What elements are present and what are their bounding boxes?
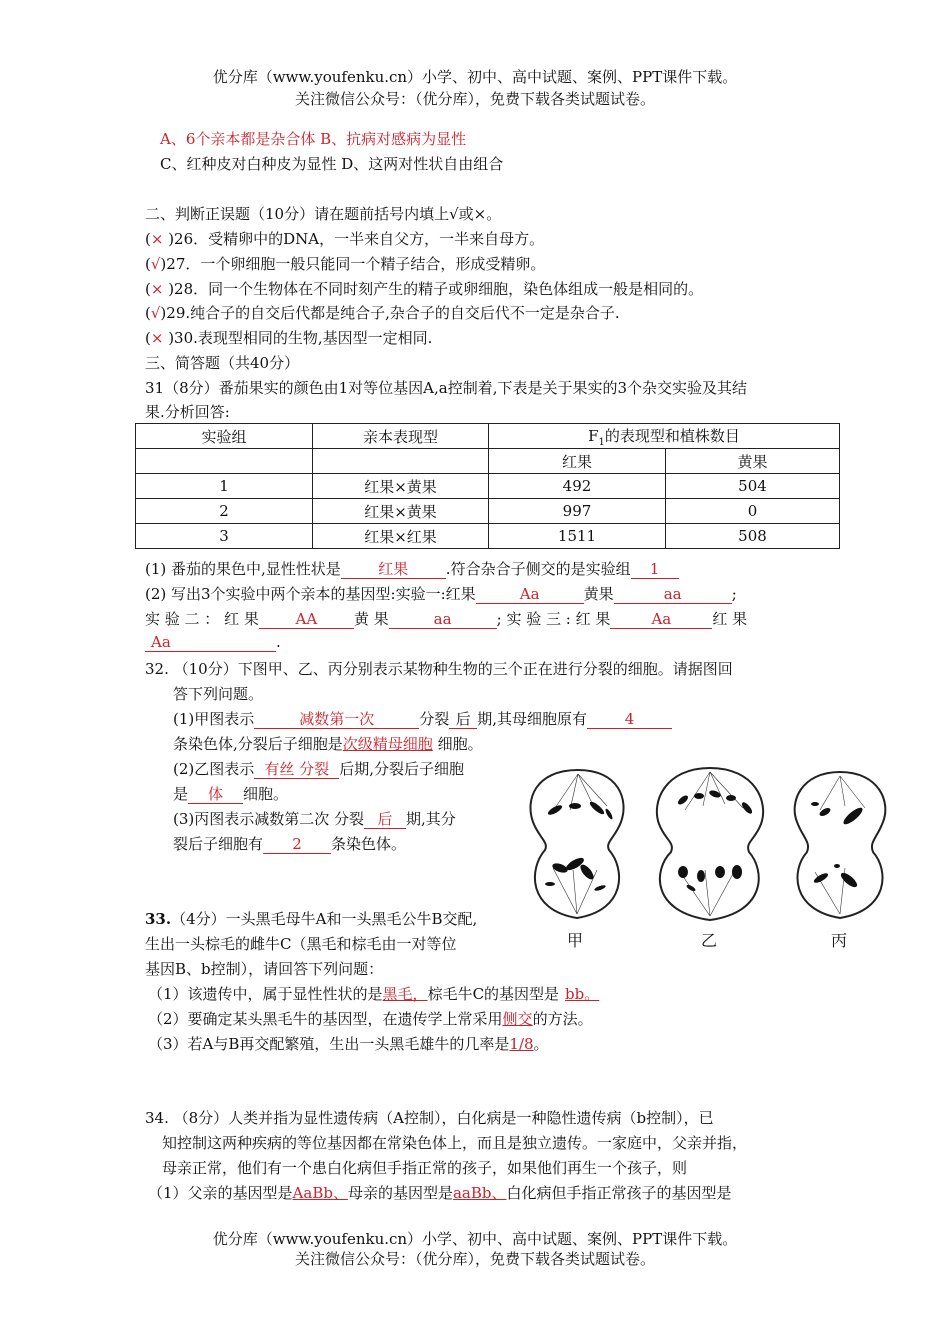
answer-blank: aaBb、: [452, 1184, 507, 1202]
judge-item-29: (√)29.纯合子的自交后代都是纯合子,杂合子的自交后代不一定是杂合子.: [145, 304, 620, 322]
table-row: 2 红果×黄果 997 0: [136, 499, 840, 524]
q31-sub-2: (2) 写出3个实验中两个亲本的基因型:实验一:红果 Aa 黄果 aa ;: [145, 585, 737, 603]
answer-blank: 次级精母细胞: [342, 735, 433, 753]
footer-line-2: 关注微信公众号：（优分库），免费下载各类试题试卷。: [294, 1250, 655, 1268]
q32-part-1a: (1)甲图表示 减数第一次 分裂 后 期,其母细胞原有 4: [173, 708, 672, 729]
q31-table: [135, 423, 840, 549]
q25-options-cd: C、红种皮对白种皮为显性 D、这两对性状自由组合: [160, 155, 504, 173]
answer-blank: 2: [263, 836, 331, 854]
label-yi: 乙: [701, 931, 718, 950]
table-row: 1 红果×黄果 492 504: [136, 474, 840, 499]
q31-sub-4: Aa .: [145, 633, 281, 652]
q25-options-ab: A、6个亲本都是杂合体 B、抗病对感病为显性: [160, 130, 467, 148]
answer-blank: AA: [259, 611, 354, 629]
judge-item-30: (× )30.表现型相同的生物,基因型一定相同.: [145, 329, 433, 347]
q33-intro-3: 基因B、b控制），请回答下列问题：: [145, 960, 384, 978]
judge-mark: √: [150, 255, 161, 273]
answer-blank: 红果: [341, 561, 446, 579]
cell-bing-outline: [795, 772, 886, 918]
judge-mark: √: [150, 304, 161, 322]
judge-text: )30.表现型相同的生物,基因型一定相同.: [163, 329, 433, 347]
q32-part-2b: 是 体 细胞。: [173, 785, 289, 803]
th-yellow: 黄果: [666, 449, 840, 474]
answer-blank: 1: [631, 561, 679, 579]
q32-part-2a: (2)乙图表示 有丝 分裂 后期,分裂后子细胞: [173, 760, 465, 778]
answer-blank: bb。: [565, 985, 600, 1003]
q31-intro-1: 31（8分）番茄果实的颜色由1对等位基因A,a控制着,下表是关于果实的3个杂交实验及其结: [145, 379, 748, 397]
part2-heading: 二、判断正误题（10分）请在题前括号内填上√或×。: [145, 205, 502, 223]
q34-line-3: 母亲正常，他们有一个患白化病但手指正常的孩子，如果他们再生一个孩子，则: [162, 1159, 688, 1177]
answer-blank: 侧交: [502, 1010, 533, 1028]
table-subheader-row: [136, 449, 840, 474]
answer-blank: 后: [364, 811, 406, 829]
q33-intro-2: 生出一头棕毛的雌牛C（黑毛和棕毛由一对等位: [145, 935, 457, 953]
judge-text: )28．同一个生物体在不同时刻产生的精子或卵细胞，染色体组成一般是相同的。: [163, 280, 704, 298]
judge-item-26: (× )26．受精卵中的DNA，一半来自父方，一半来自母方。: [145, 230, 545, 248]
q34-line-4: （1）父亲的基因型是AaBb、母亲的基因型是aaBb、白化病但手指正常孩子的基因型是: [148, 1184, 732, 1202]
answer-blank: 有丝 分裂: [254, 761, 339, 779]
header-line-2: 关注微信公众号：（优分库），免费下载各类试题试卷。: [294, 90, 655, 108]
label-bing: 丙: [831, 931, 848, 950]
judge-mark: ×: [150, 280, 164, 298]
judge-item-28: (× )28．同一个生物体在不同时刻产生的精子或卵细胞，染色体组成一般是相同的。: [145, 280, 704, 298]
answer-blank: 减数第一次: [254, 711, 419, 729]
th-f1: $F_1$的表现型和植株数目: [489, 424, 840, 449]
q31-sub-3: 实 验 二 ： 红 果 AA 黄 果 aa ; 实 验 三 : 红 果 Aa 红 果: [145, 610, 748, 628]
cell-division-figure: [515, 760, 905, 950]
cell-drawings: [515, 760, 905, 930]
th-group: 实验组: [136, 424, 313, 449]
q34-line-1: 34. （8分）人类并指为显性遗传病（A控制），白化病是一种隐性遗传病（b控制），已: [145, 1109, 714, 1127]
q32-part-1b: 条染色体,分裂后子细胞是次级精母细胞 细胞。: [173, 735, 483, 753]
answer-blank: aa: [614, 586, 732, 604]
footer-line-1: 优分库（www.youfenku.cn）小学、初中、高中试题、案例、PPT课件下载。: [212, 1230, 738, 1248]
q32-intro-1: 32. （10分）下图甲、乙、丙分别表示某物种生物的三个正在进行分裂的细胞。请据图回: [145, 660, 733, 678]
q33-sub-1: （1）该遗传中，属于显性性状的是黑毛，棕毛牛C的基因型是 bb。: [148, 985, 600, 1003]
table-header-row: [136, 424, 840, 449]
judge-mark: ×: [150, 230, 164, 248]
judge-text: )29.纯合子的自交后代都是纯合子,杂合子的自交后代不一定是杂合子.: [160, 304, 620, 322]
judge-item-27: (√)27．一个卵细胞一般只能同一个精子结合，形成受精卵。: [145, 255, 546, 273]
q33-intro-1: 33.（4分）一头黑毛母牛A和一头黑毛公牛B交配,: [145, 910, 478, 928]
judge-mark: ×: [150, 329, 164, 347]
table-row: 3 红果×红果 1511 508: [136, 524, 840, 549]
answer-blank: Aa: [145, 634, 276, 652]
th-parent: 亲本表现型: [313, 424, 489, 449]
answer-blank: aa: [389, 611, 497, 629]
q31-sub-1: (1) 番茄的果色中,显性性状是 红果 .符合杂合子侧交的是实验组 1: [145, 558, 679, 579]
th-red: 红果: [489, 449, 666, 474]
answer-blank: 4: [587, 711, 672, 729]
q32-part-3b: 裂后子细胞有 2 条染色体。: [173, 835, 407, 853]
part3-heading: 三、简答题（共40分）: [145, 354, 300, 372]
answer-blank: 1/8: [509, 1035, 534, 1053]
q31-intro-2: 果.分析回答:: [145, 403, 230, 421]
answer-blank: 黑毛，: [382, 985, 428, 1003]
judge-text: )26．受精卵中的DNA，一半来自父方，一半来自母方。: [163, 230, 545, 248]
q32-intro-2: 答下列问题。: [173, 685, 264, 703]
answer-blank: 体: [188, 786, 243, 804]
q32-part-3a: (3)丙图表示减数第二次 分裂 后 期,其分: [173, 810, 456, 828]
header-line-1: 优分库（www.youfenku.cn）小学、初中、高中试题、案例、PPT课件下载。: [212, 68, 738, 86]
q33-sub-3: （3）若A与B再交配繁殖，生出一头黑毛雄牛的几率是1/8。: [148, 1035, 549, 1053]
q34-line-2: 知控制这两种疾病的等位基因都在常染色体上，而且是独立遗传。一家庭中，父亲并指，: [162, 1134, 748, 1152]
cell-jia-outline: [530, 770, 623, 918]
label-jia: 甲: [567, 931, 584, 950]
cell-yi-outline: [657, 768, 763, 920]
answer-blank: Aa: [476, 586, 584, 604]
answer-blank: 后: [449, 711, 477, 729]
judge-text: )27．一个卵细胞一般只能同一个精子结合，形成受精卵。: [160, 255, 546, 273]
answer-blank: Aa: [610, 611, 712, 629]
answer-blank: AaBb、: [292, 1184, 348, 1202]
q33-sub-2: （2）要确定某头黑毛牛的基因型，在遗传学上常采用侧交的方法。: [148, 1010, 593, 1028]
